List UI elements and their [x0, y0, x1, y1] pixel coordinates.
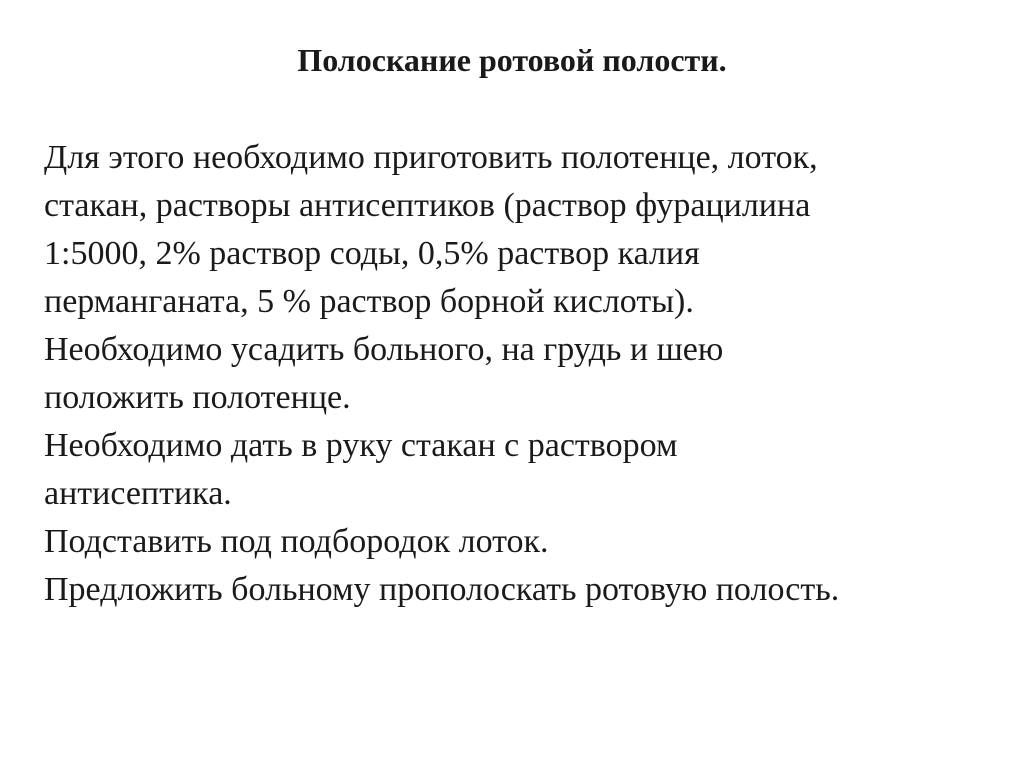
body-line: 1:5000, 2% раствор соды, 0,5% раствор калия — [44, 235, 700, 272]
body-line: Предложить больному прополоскать ротовую полость. — [44, 571, 840, 608]
slide-body — [44, 134, 1004, 614]
body-line: Необходимо дать в руку стакан с раствором — [44, 427, 678, 464]
slide-title: Полоскание ротовой полости. — [297, 42, 727, 78]
body-line: перманганата, 5 % раствор борной кислоты). — [44, 283, 694, 320]
body-line: Для этого необходимо приготовить полотенце, лоток, — [44, 139, 818, 176]
body-line: стакан, растворы антисептиков (раствор фурацилина — [44, 187, 811, 224]
body-line: Подставить под подбородок лоток. — [44, 523, 549, 560]
body-line: антисептика. — [44, 475, 232, 512]
body-line: Необходимо усадить больного, на грудь и шею — [44, 331, 724, 368]
body-line: положить полотенце. — [44, 379, 351, 416]
